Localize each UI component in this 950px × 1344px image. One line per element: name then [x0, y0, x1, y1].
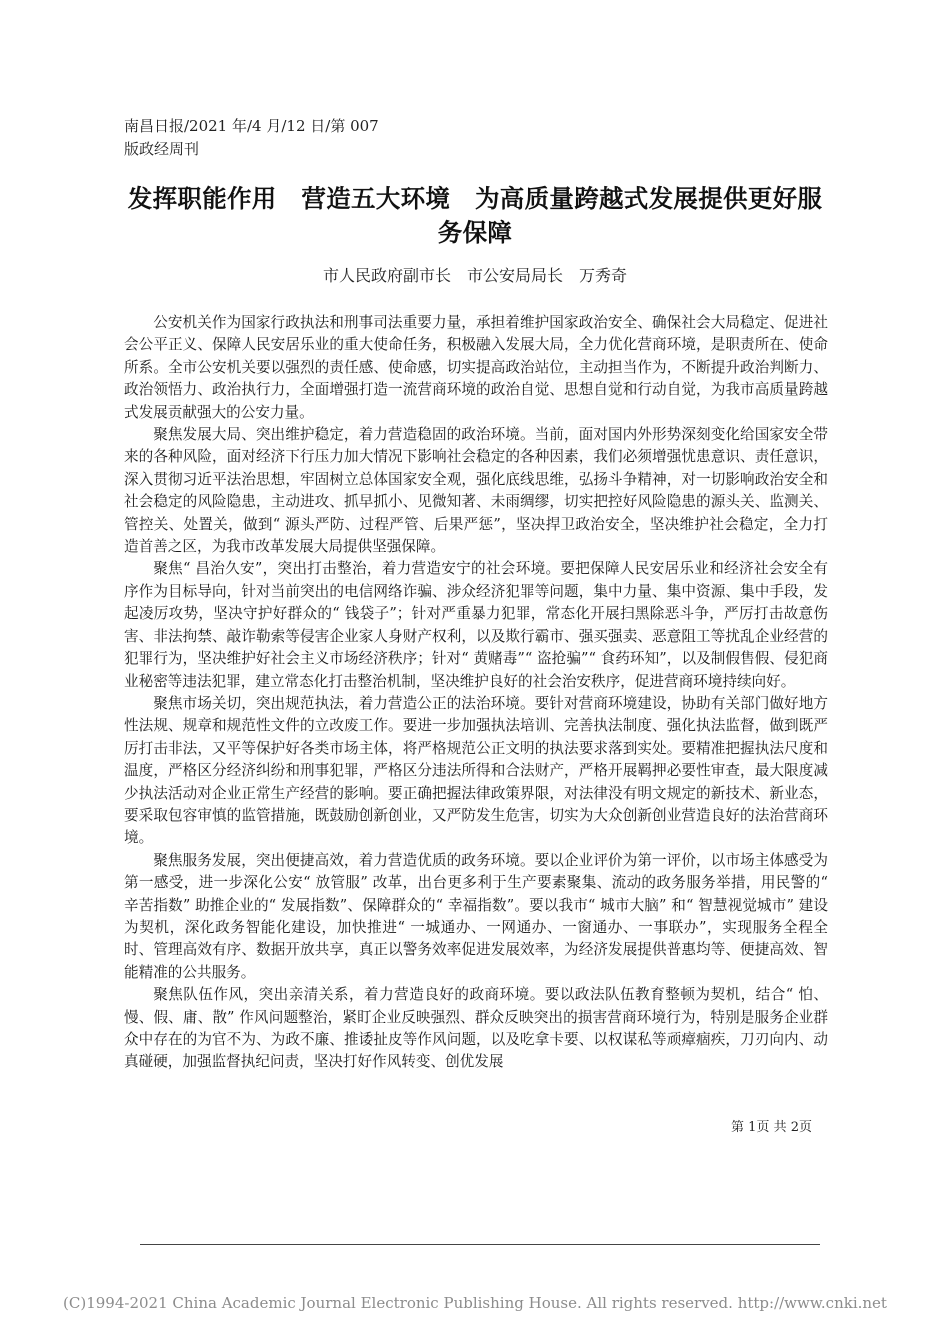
source-line-1: 南昌日报/2021 年/4 月/12 日/第 007	[124, 117, 379, 135]
paragraph: 聚焦发展大局、突出维护稳定，着力营造稳固的政治环境。当前，面对国内外形势深刻变化给国家安全带来的各种风险，面对经济下行压力加大情况下影响社会稳定的各种因素，我们必须增强忧患意识、责任意识，深入贯彻习近平法治思想，牢固树立总体国家安全观，强化底线思维，弘扬斗争精神，对一切影响政治安全和社会稳定的风险隐患，主动进攻、抓早抓小、见微知著、未雨绸缪，切实把控好风险隐患的源头关、监测关、管控关、处置关，做到“ 源头严防、过程严管、后果严惩”，坚决捍卫政治安全，坚决维护社会稳定，全力打造首善之区，为我市改革发展大局提供坚强保障。	[124, 426, 828, 556]
source-line-2: 版政经周刊	[124, 140, 200, 158]
article-body	[124, 312, 828, 1074]
source-info	[124, 115, 444, 161]
paragraph: 聚焦服务发展，突出便捷高效，着力营造优质的政务环境。要以企业评价为第一评价，以市场主体感受为第一感受，进一步深化公安“ 放管服” 改革，出台更多利于生产要素聚集、流动的政务服务举措，用民警的“ 辛苦指数” 助推企业的“ 发展指数”、保障群众的“ 幸福指数”。要以我市“ 城市大脑” 和“ 智慧视觉城市” 建设为契机，深化政务智能化建设，加快推进“ 一城通办、一网通办、一窗通办、一事联办”，实现服务全程全时、管理高效有序、数据开放共享，真正以警务效率促进发展效率，为经济发展提供普惠均等、便捷高效、智能精准的公共服务。	[124, 851, 828, 981]
article-author: 市人民政府副市长 市公安局局长 万秀奇	[322, 266, 627, 285]
paragraph: 公安机关作为国家行政执法和刑事司法重要力量，承担着维护国家政治安全、确保社会大局稳定、促进社会公平正义、保障人民安居乐业的重大使命任务，积极融入发展大局，全力优化营商环境，是职责所在、使命所系。全市公安机关要以强烈的责任感、使命感，切实提高政治站位，主动担当作为，不断提升政治判断力、政治领悟力、政治执行力，全面增强打造一流营商环境的政治自觉、思想自觉和行动自觉，为我市高质量跨越式发展贡献强大的公安力量。	[124, 314, 828, 421]
article-title: 发挥职能作用 营造五大环境 为高质量跨越式发展提供更好服务保障	[127, 184, 823, 247]
footer-divider	[140, 1244, 820, 1245]
copyright-footer: (C)1994-2021 China Academic Journal Electronic Publishing House. All rights reserved. http://www.cnki.net	[63, 1294, 887, 1312]
paragraph: 聚焦市场关切，突出规范执法，着力营造公正的法治环境。要针对营商环境建设，协助有关部门做好地方性法规、规章和规范性文件的立改废工作。要进一步加强执法培训、完善执法制度、强化执法监督，做到既严厉打击非法，又平等保护好各类市场主体，将严格规范公正文明的执法要求落到实处。要精准把握执法尺度和温度，严格区分经济纠纷和刑事犯罪，严格区分违法所得和合法财产，严格开展羁押必要性审查，最大限度减少执法活动对企业正常生产经营的影响。要正确把握法律政策界限，对法律没有明文规定的新技术、新业态，要采取包容审慎的监管措施，既鼓励创新创业，又严防发生危害，切实为大众创新创业营造良好的法治营商环境。	[124, 694, 828, 847]
paragraph: 聚焦队伍作风，突出亲清关系，着力营造良好的政商环境。要以政法队伍教育整顿为契机，结合“ 怕、慢、假、庸、散” 作风问题整治，紧盯企业反映强烈、群众反映突出的损害营商环境行为，特别是服务企业群众中存在的为官不为、为政不廉、推诿扯皮等作风问题，以及吃拿卡要、以权谋私等顽瘴痼疾，刀刃向内、动真碰硬，加强监督执纪问责，坚决打好作风转变、创优发展	[124, 986, 828, 1071]
page-number: 第 1页 共 2页	[731, 1120, 812, 1135]
paragraph: 聚焦“ 昌治久安”，突出打击整治，着力营造安宁的社会环境。要把保障人民安居乐业和经济社会安全有序作为目标导向，针对当前突出的电信网络诈骗、涉众经济犯罪等问题，集中力量、集中资源、集中手段，发起凌厉攻势，坚决守护好群众的“ 钱袋子”；针对严重暴力犯罪，常态化开展扫黑除恶斗争，严厉打击故意伤害、非法拘禁、敲诈勒索等侵害企业家人身财产权利，以及欺行霸市、强买强卖、恶意阻工等扰乱企业经营的犯罪行为，坚决维护好社会主义市场经济秩序；针对“ 黄赌毒”“ 盗抢骗”“ 食药环知”，以及制假售假、侵犯商业秘密等违法犯罪，建立常态化打击整治机制，坚决维护良好的社会治安秩序，促进营商环境持续向好。	[124, 560, 828, 690]
